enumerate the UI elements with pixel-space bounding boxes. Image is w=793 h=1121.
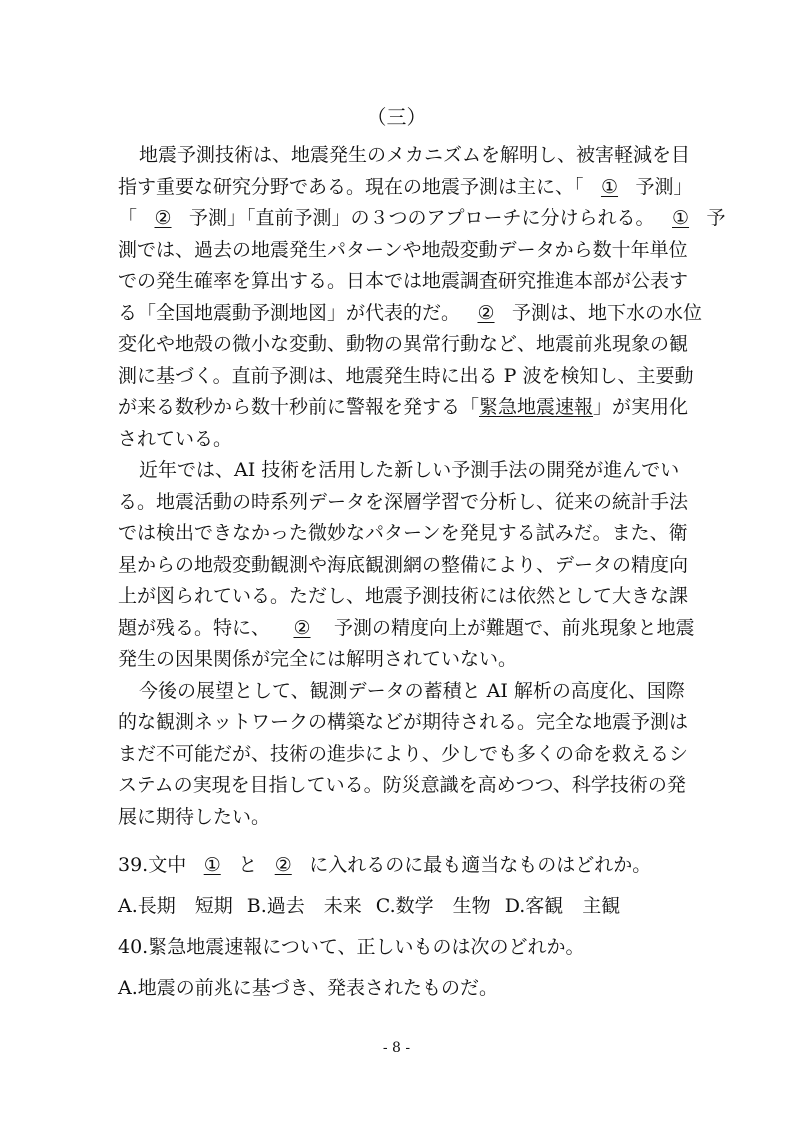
passage-line: ステムの実現を目指している。防災意識を高めつつ、科学技術の発 [118, 774, 686, 796]
passage [118, 140, 726, 833]
blank-one: ① [672, 207, 690, 229]
passage-line: る「全国地震動予測地図」が代表的だ。 ② 予測は、地下水の水位 [118, 298, 678, 330]
passage-line: では検出できなかった微妙なパターンを発見する試みだ。また、衛 [118, 522, 688, 544]
section-title: （三） [366, 105, 427, 129]
underlined-term: 緊急地震速報 [479, 396, 594, 418]
option-a[interactable]: A.長期 短期 [118, 895, 233, 917]
passage-line: 測では、過去の地震発生パターンや地殻変動データから数十年単位 [118, 238, 688, 261]
passage-line: る。地震活動の時系列データを深層学習で分析し、従来の統計手法 [118, 490, 689, 513]
passage-line: 変化や地殻の微小な変動、動物の異常行動など、地震前兆現象の観 [118, 333, 689, 355]
blank-one: ① [203, 854, 221, 876]
passage-line: 発生の因果関係が完全には解明されていない。 [118, 648, 518, 670]
passage-line: まだ不可能だが、技術の進歩により、少しでも多くの命を救えるシ [118, 742, 689, 765]
question-39: 39.文中 ① と ② に入れるのに最も適当なものはどれか。 [118, 845, 678, 886]
questions [118, 845, 678, 1009]
option-b[interactable]: B.過去 未来 [246, 895, 362, 917]
question-39-options [118, 886, 678, 927]
blank-two: ② [293, 616, 311, 639]
passage-line: 指す重要な研究分野である。現在の地震予測は主に、「 ① 予測」 [118, 172, 678, 204]
blank-two: ② [154, 207, 172, 229]
passage-line: 的な観測ネットワークの構築などが期待される。完全な地震予測は [118, 711, 689, 733]
option-d[interactable]: D.客観 主観 [504, 895, 621, 917]
option-c[interactable]: C.数学 生物 [375, 895, 491, 917]
passage-line: 近年では、AI 技術を活用した新しい予測手法の開発が進んでい [139, 459, 680, 481]
passage-line: 星からの地殻変動観測や海底観測網の整備により、データの精度向 [118, 553, 689, 576]
passage-line: 上が図られている。ただし、地震予測技術には依然として大きな課 [118, 585, 689, 607]
passage-line: 題が残る。特に、 ② 予測の精度向上が難題で、前兆現象と地震 [118, 613, 678, 645]
page-number: - 8 - [382, 1040, 411, 1056]
passage-line: 今後の展望として、観測データの蓄積と AI 解析の高度化、国際 [139, 679, 685, 702]
passage-line: 展に期待したい。 [118, 805, 271, 828]
blank-two: ② [274, 854, 292, 876]
blank-two: ② [477, 301, 495, 324]
passage-line: されている。 [118, 427, 233, 450]
passage-line: 「 ② 予測」「直前予測」の３つのアプローチに分けられる。 ① 予 [118, 203, 678, 235]
passage-line: 地震予測技術は、地震発生のメカニズムを解明し、被害軽減を目 [139, 144, 691, 166]
passage-line: が来る数秒から数十秒前に警報を発する「緊急地震速報」が実用化 [118, 396, 689, 418]
question-40: 40.緊急地震速報について、正しいものは次のどれか。 [118, 936, 585, 958]
question-40-option-a[interactable]: A.地震の前兆に基づき、発表されたものだ。 [118, 977, 499, 999]
blank-one: ① [600, 175, 619, 198]
passage-line: での発生確率を算出する。日本では地震調査研究推進本部が公表す [118, 270, 689, 292]
passage-line: 測に基づく。直前予測は、地震発生時に出る P 波を検知し、主要動 [118, 364, 694, 387]
